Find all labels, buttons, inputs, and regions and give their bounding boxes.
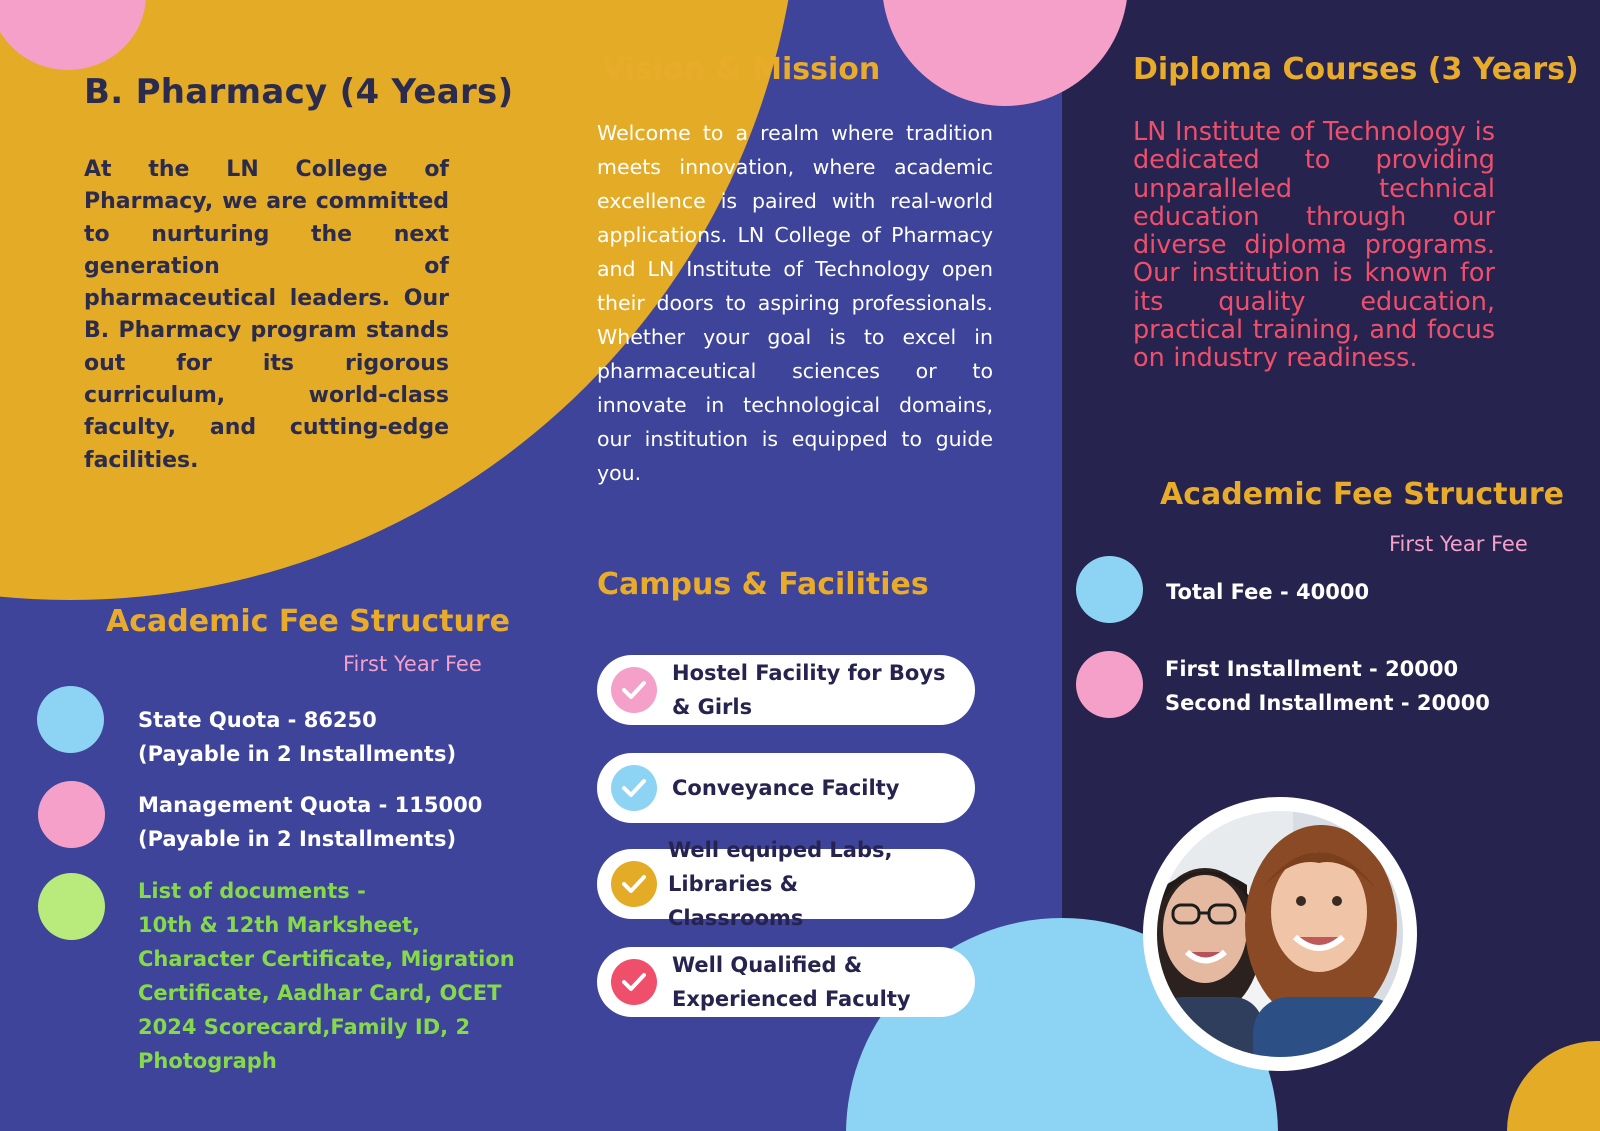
left-fee-subheading: First Year Fee [343, 652, 482, 676]
state-quota-fee: State Quota - 86250 (Payable in 2 Installments) [138, 708, 457, 766]
pink-dot-icon [1076, 651, 1143, 718]
blue-dot-icon [37, 686, 104, 753]
facility-labs [597, 838, 975, 930]
vision-heading: Vision & Mission [602, 52, 881, 87]
facility-faculty [597, 947, 975, 1017]
campus-heading: Campus & Facilities [597, 567, 929, 602]
green-dot-icon [38, 873, 105, 940]
diploma-intro: LN Institute of Technology is dedicated to providing unparalleled technical education through our diverse diploma programs. Our institution is known for its quality education, practical training, and focus on industry readiness. [1133, 117, 1495, 374]
documents-list: List of documents - 10th & 12th Marksheet, Character Certificate, Migration Certificate, Aadhar Card, OCET 2024 Scorecard,Family ID, 2 Photograph [138, 879, 515, 1073]
two-smiling-students-photo [1143, 797, 1417, 1071]
blue-dot-icon [1076, 556, 1143, 623]
management-quota-fee: Management Quota - 115000 (Payable in 2 Installments) [138, 793, 483, 851]
pink-dot-icon [38, 781, 105, 848]
red-check-icon [611, 959, 657, 1005]
bpharmacy-title: B. Pharmacy (4 Years) [84, 72, 514, 112]
facility-conveyance [597, 753, 975, 823]
pink-check-icon [611, 667, 657, 713]
right-fee-subheading: First Year Fee [1389, 532, 1528, 556]
facility-label: Well Qualified & Experienced Faculty [672, 953, 911, 1011]
facility-label: Well equiped Labs, Libraries & Classrooms [668, 838, 893, 930]
installment-fee: First Installment - 20000 Second Installment - 20000 [1165, 657, 1490, 715]
facility-label: Hostel Facility for Boys & Girls [672, 661, 946, 719]
right-fee-heading: Academic Fee Structure [1160, 477, 1564, 512]
vision-text: Welcome to a realm where tradition meets innovation, where academic excellence is paired with real-world applications. LN College of Pharmacy and LN Institute of Technology open their doors to aspiring professionals. Whether your goal is to excel in pharmaceutical sciences or to innovate in technological domains, our institution is equipped to guide you. [597, 121, 993, 485]
mustard-check-icon [611, 861, 657, 907]
blue-check-icon [611, 765, 657, 811]
diploma-title: Diploma Courses (3 Years) [1133, 52, 1579, 87]
facility-hostel [597, 655, 975, 725]
bpharmacy-intro: At the LN College of Pharmacy, we are committed to nurturing the next generation of pharmaceutical leaders. Our B. Pharmacy program stands out for its rigorous curriculum, world-class faculty, and cutting-edge facilities. [84, 157, 449, 473]
facility-label: Conveyance Facilty [672, 776, 900, 800]
left-fee-heading: Academic Fee Structure [106, 604, 510, 639]
total-fee: Total Fee - 40000 [1166, 580, 1370, 604]
